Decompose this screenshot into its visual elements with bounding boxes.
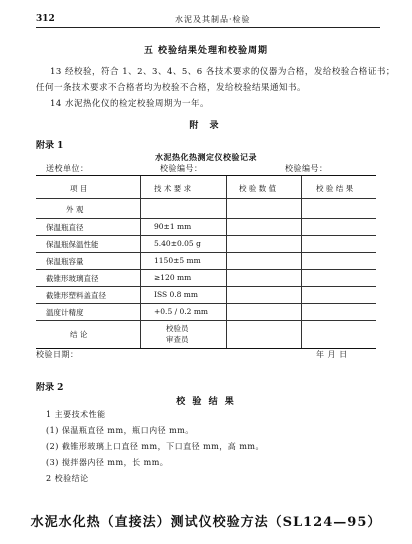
table-row <box>36 303 376 321</box>
running-title: 水泥及其制品·检验 <box>175 15 251 24</box>
row-item: 保温瓶直径 <box>46 223 84 232</box>
row-item: 截锥形玻璃直径 <box>46 274 99 283</box>
appendix2-label: 附录 2 <box>36 383 64 393</box>
meta-unit: 送校单位： <box>46 164 89 173</box>
result-line: (3) 搅拌器内径 mm，长 mm。 <box>46 458 169 467</box>
row-spec: 1150±5 mm <box>154 256 201 265</box>
col-header-spec: 技 术 要 求 <box>154 184 192 193</box>
table-title: 水泥热化热测定仪校验记录 <box>155 152 257 162</box>
header-rule <box>36 27 380 28</box>
table-row <box>36 252 376 270</box>
row-item: 结 论 <box>70 330 88 339</box>
appendix1-label: 附录 1 <box>36 141 64 151</box>
para-13-line2: 任何一条技术要求不合格者均为校验不合格，发给校验结果通知书。 <box>36 83 307 93</box>
row-item: 保温瓶容量 <box>46 257 84 266</box>
row-spec: 校验员 审查员 <box>166 324 189 344</box>
row-spec: 90±1 mm <box>154 222 192 231</box>
row-spec: 5.40±0.05 g <box>154 239 201 248</box>
table-footer-date: 校验日期： <box>36 350 79 359</box>
table-row <box>36 286 376 304</box>
meta-cert: 校验编号： <box>160 164 203 173</box>
meta-no: 校验编号： <box>285 164 328 173</box>
table-row <box>36 320 376 348</box>
result-line: (1) 保温瓶直径 mm，瓶口内径 mm。 <box>46 426 194 435</box>
appendix2-title: 校 验 结 果 <box>176 397 236 407</box>
calibration-table <box>36 175 376 349</box>
table-row <box>36 218 376 236</box>
table-header-row <box>36 176 376 199</box>
row-item: 外 观 <box>66 205 84 214</box>
result-line: 1 主要技术性能 <box>46 410 106 419</box>
row-item: 截锥形塑料盖直径 <box>46 291 106 300</box>
row-item: 保温瓶保温性能 <box>46 240 99 249</box>
col-header-result: 校 验 结 果 <box>316 184 354 193</box>
row-item: 温度计精度 <box>46 308 84 317</box>
page-number: 312 <box>36 14 55 24</box>
table-row <box>36 198 376 219</box>
table-footer-ymd: 年 月 日 <box>316 350 348 359</box>
row-spec: ≥120 mm <box>154 273 192 282</box>
para-14: 14 水泥热化仪的检定校验周期为一年。 <box>50 99 210 109</box>
row-spec: ISS 0.8 mm <box>154 290 199 299</box>
next-section-title: 水泥水化热（直接法）测试仪校验方法（SL124—95） <box>30 515 382 530</box>
section-title: 五 校验结果处理和校验周期 <box>143 46 269 56</box>
table-row <box>36 269 376 287</box>
col-header-verify: 校 验 数 值 <box>239 184 277 193</box>
para-13-line1: 13 经校验，符合 1、2、3、4、5、6 各技术要求的仪器为合格，发给校验合格证书； <box>50 67 395 77</box>
appendix-heading: 附 录 <box>189 121 223 131</box>
col-header-item: 项 目 <box>70 184 88 193</box>
result-line: (2) 截锥形玻璃上口直径 mm，下口直径 mm，高 mm。 <box>46 442 265 451</box>
row-spec: +0.5 / 0.2 mm <box>154 307 209 316</box>
table-row <box>36 235 376 253</box>
result-line: 2 校验结论 <box>46 474 89 483</box>
